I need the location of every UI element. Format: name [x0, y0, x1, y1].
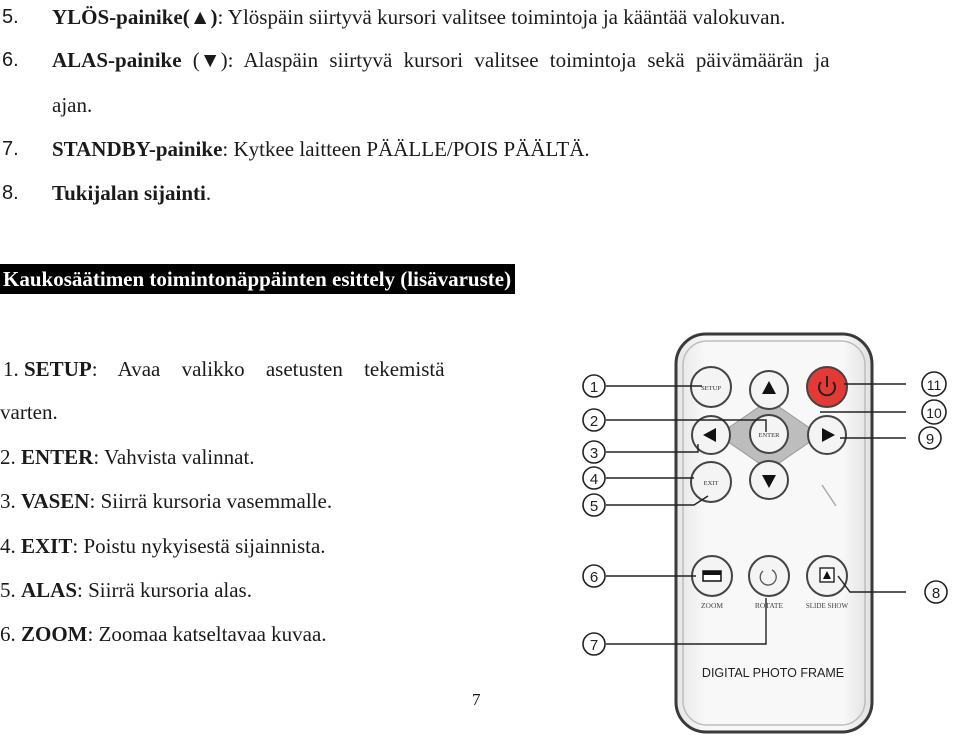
item-label: VASEN [21, 489, 90, 513]
item-text: : Ylöspäin siirtyvä kursori valitsee toimintoja ja kääntää valokuvan. [217, 5, 786, 29]
item-text: : Kytkee laitteen PÄÄLLE/POIS PÄÄLTÄ. [222, 137, 590, 161]
standby-button[interactable] [807, 367, 847, 407]
callout-1 [583, 375, 605, 397]
item-text: : Siirrä kursoria alas. [77, 578, 252, 602]
item-number: 1. [3, 357, 19, 381]
callout-number: 11 [926, 377, 942, 393]
remote-item-6 [0, 621, 327, 647]
item-text: : Siirrä kursoria vasemmalle. [89, 489, 333, 513]
section-title: Kaukosäätimen toimintonäppäinten esittely (lisävaruste) [0, 264, 515, 294]
up-button[interactable] [750, 371, 788, 409]
item-label: Tukijalan sijainti [52, 181, 206, 205]
item-text: (▼): Alaspäin siirtyvä kursori valitsee toimintoja sekä päivämäärän ja [181, 48, 830, 72]
callout-number: 7 [589, 637, 599, 654]
setup-label: SETUP [701, 385, 721, 392]
callout-10 [922, 400, 946, 424]
callout-number: 8 [931, 585, 941, 602]
item-text: : Poistu nykyisestä sijainnista. [72, 534, 326, 558]
item-number: 6. [2, 49, 19, 71]
callout-6 [583, 565, 605, 587]
callout-8 [925, 581, 947, 603]
remote-diagram [570, 330, 960, 735]
item-label: YLÖS-painike(▲) [52, 5, 218, 29]
item-text: ajan. [52, 93, 93, 117]
callout-number: 3 [589, 445, 599, 462]
enter-button[interactable] [750, 415, 788, 453]
item-number: 4. [0, 534, 16, 558]
remote-item-5 [0, 577, 252, 603]
callout-number: 2 [589, 413, 599, 430]
item-number: 7. [2, 138, 19, 160]
exit-button[interactable] [691, 462, 731, 502]
item-number: 8. [2, 182, 19, 204]
item-text: : Vahvista valinnat. [93, 445, 255, 469]
callout-4 [583, 467, 605, 489]
callout-2 [583, 409, 605, 431]
exit-label: EXIT [703, 480, 719, 487]
enter-label: ENTER [758, 432, 780, 439]
right-button[interactable] [808, 416, 846, 454]
remote-item-1-cont: varten. [0, 400, 58, 424]
item-label: SETUP [24, 357, 92, 381]
item-label: EXIT [21, 534, 73, 558]
callout-number: 1 [589, 379, 599, 396]
item-number: 5. [0, 578, 16, 602]
item-text: . [205, 181, 212, 205]
brand-label: DIGITAL PHOTO FRAME [701, 666, 845, 680]
zoom-label: ZOOM [700, 601, 724, 610]
item-text: : Avaa valikko asetusten tekemistä [91, 357, 445, 381]
callout-number: 9 [925, 431, 935, 448]
item-number: 5. [2, 6, 19, 28]
slideshow-icon [820, 568, 834, 582]
remote-item-2 [0, 444, 255, 470]
remote-item-1 [3, 356, 533, 382]
callout-11 [922, 372, 946, 396]
callout-number: 10 [926, 405, 942, 421]
remote-item-4 [0, 533, 326, 559]
item-text: : Zoomaa katseltavaa kuvaa. [87, 622, 327, 646]
page-number: 7 [472, 690, 481, 709]
item-label: STANDBY-painike [52, 137, 223, 161]
item-number: 3. [0, 489, 16, 513]
rotate-label: ROTATE [754, 601, 784, 610]
item-number: 2. [0, 445, 16, 469]
item-label: ENTER [21, 445, 94, 469]
slideshow-button[interactable] [806, 556, 849, 610]
item-label: ZOOM [21, 622, 88, 646]
callout-9 [919, 427, 941, 449]
setup-button[interactable] [691, 367, 731, 407]
callout-number: 6 [589, 569, 599, 586]
callout-number: 5 [589, 498, 599, 515]
item-number: 6. [0, 622, 16, 646]
down-button[interactable] [750, 461, 788, 499]
callout-5 [583, 494, 605, 516]
item-label: ALAS [21, 578, 78, 602]
item-label: ALAS-painike [52, 48, 182, 72]
callout-7 [583, 633, 605, 655]
slideshow-label: SLIDE SHOW [805, 602, 849, 610]
callout-number: 4 [589, 471, 599, 488]
callout-3 [583, 441, 605, 463]
rotate-button[interactable] [749, 556, 789, 610]
remote-item-3 [0, 488, 332, 514]
